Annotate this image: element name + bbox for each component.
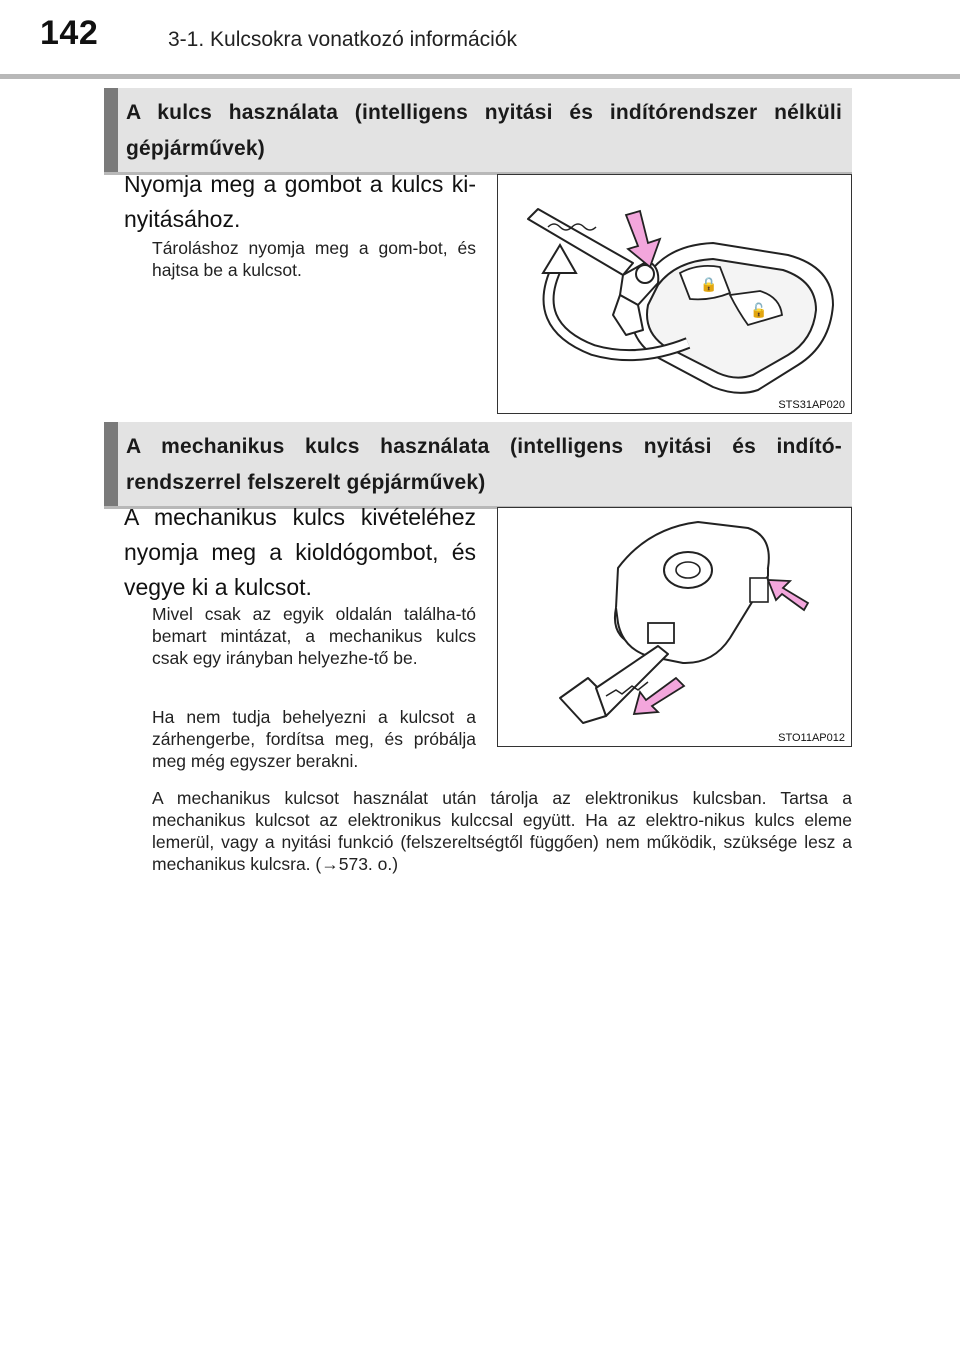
section-header-key-use xyxy=(104,88,852,175)
section-header-mechanical-key xyxy=(104,422,852,509)
figure-code: STS31AP020 xyxy=(778,399,845,411)
section-marker xyxy=(104,88,118,172)
note-store-mechanical-key: A mechanikus kulcsot használat után tárolja az elektronikus kulcsban. Tartsa a mechanikus kulcsot az elektronikus kulccsal együtt. Ha az elektro-nikus kulcs eleme lemerül, vagy a nyitási funkció (felszereltségtől függően) nem működik, szüksége lesz a mechanikus kulcsra. (→573. o.) xyxy=(152,788,852,874)
instruction-remove-key: A mechanikus kulcs kivételéhez nyomja meg a kioldógombot, és vegye ki a kulcsot. xyxy=(124,504,476,600)
section-title: A mechanikus kulcs használata (intelligens nyitási és indító-rendszerrel felszerelt gépjárművek) xyxy=(126,435,842,494)
note-store-key: Tároláshoz nyomja meg a gom-bot, és hajtsa be a kulcsot. xyxy=(152,238,476,280)
instruction-unfold-key: Nyomja meg a gombot a kulcs ki-nyitásához. xyxy=(124,171,476,232)
page-number: 142 xyxy=(40,14,99,52)
note-insert-direction: Mivel csak az egyik oldalán találha-tó bemart mintázat, a mechanikus kulcs csak egy irányban helyezhe-tő be. xyxy=(152,604,476,668)
figure-folding-key xyxy=(497,174,852,414)
figure-code: STO11AP012 xyxy=(778,732,845,744)
section-marker xyxy=(104,422,118,506)
header-rule xyxy=(0,74,960,79)
mechanical-key-illustration xyxy=(498,508,850,745)
chapter-title: 3-1. Kulcsokra vonatkozó információk xyxy=(168,28,517,51)
note-flip-key: Ha nem tudja behelyezni a kulcsot a zárhengerbe, fordítsa meg, és próbálja meg még egyszer berakni. xyxy=(152,707,476,771)
folding-key-illustration xyxy=(498,175,850,412)
section-title: A kulcs használata (intelligens nyitási és indítórendszer nélküli gépjárművek) xyxy=(126,101,842,160)
figure-mechanical-key xyxy=(497,507,852,747)
svg-text:🔓: 🔓 xyxy=(750,303,768,319)
svg-text:🔒: 🔒 xyxy=(700,277,718,293)
